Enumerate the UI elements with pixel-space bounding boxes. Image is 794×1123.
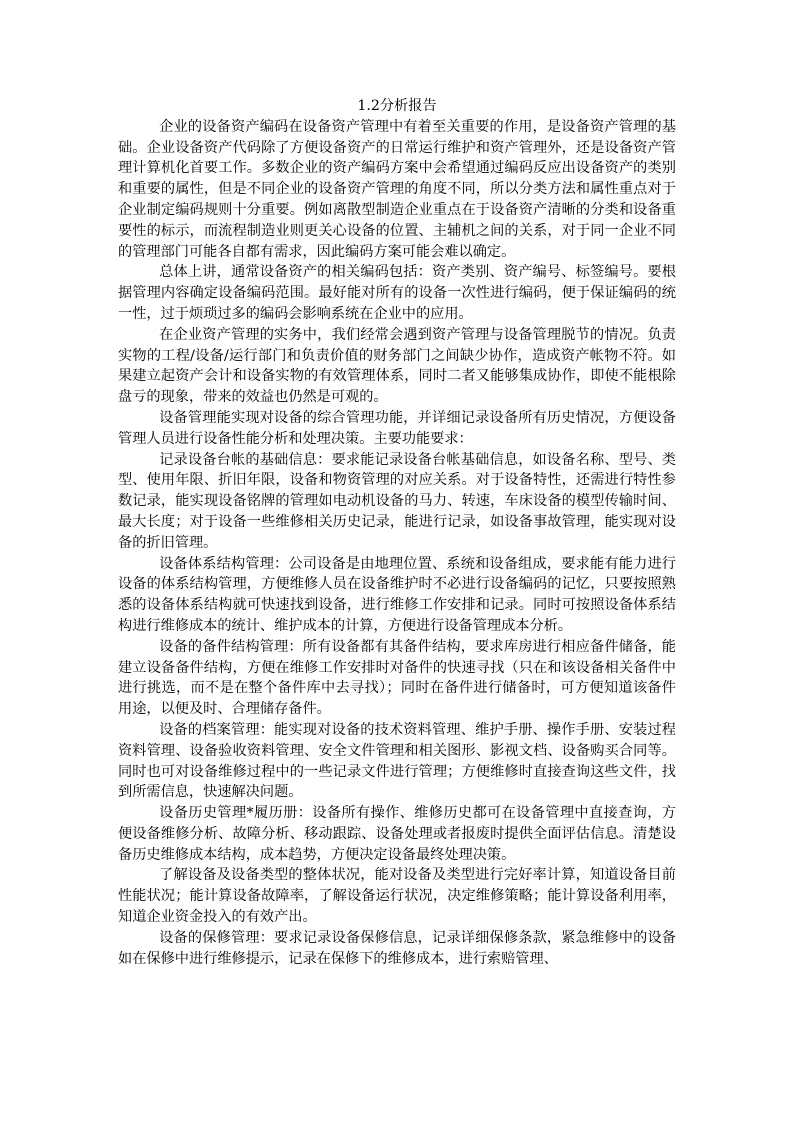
paragraph-spare-parts: 设备的备件结构管理：所有设备都有其备件结构，要求库房进行相应备件储备，能建立设备备件结构，方便在维修工作安排时对备件的快速寻找（只在和该设备相关备件中进行挑选，而不是在整个备件库中去寻找）；同时在备件进行储备时，可方便知道该备件用途，以便及时、合理储存备件。 (118, 638, 676, 718)
paragraph-asset-equipment-disconnect: 在企业资产管理的实务中，我们经常会遇到资产管理与设备管理脱节的情况。负责实物的工程/设备/运行部门和负责价值的财务部门之间缺少协作，造成资产帐物不符。如果建立起资产会计和设备实物的有效管理体系，同时二者又能够集成协作，即使不能根除盘亏的现象，带来的效益也仍然是可观的。 (118, 326, 676, 406)
paragraph-coding-contents: 总体上讲，通常设备资产的相关编码包括：资产类别、资产编号、标签编号。要根据管理内容确定设备编码范围。最好能对所有的设备一次性进行编码，便于保证编码的统一性，过于烦琐过多的编码会影响系统在企业中的应用。 (118, 264, 676, 322)
document-title: 1.2分析报告 (357, 98, 437, 114)
paragraph-hierarchy-management: 设备体系结构管理：公司设备是由地理位置、系统和设备组成，要求能有能力进行设备的体系结构管理，方便维修人员在设备维护时不必进行设备编码的记忆，只要按照熟悉的设备体系结构就可快速找到设备，进行维修工作安排和记录。同时可按照设备体系结构进行维修成本的统计、维护成本的计算，方便进行设备管理成本分析。 (118, 555, 676, 634)
paragraph-asset-coding: 企业的设备资产编码在设备资产管理中有着至关重要的作用，是设备资产管理的基础。企业设备资产代码除了方便设备资产的日常运行维护和资产管理外，还是设备资产管理计算机化首要工作。多数企业的资产编码方案中会希望通过编码反应出设备资产的类别和重要的属性，但是不同企业的设备资产管理的角度不同，所以分类方法和属性重点对于企业制定编码规则十分重要。例如离散型制造企业重点在于设备资产清晰的分类和设备重要性的标示，而流程制造业则更关心设备的位置、主辅机之间的关系，对于同一企业不同的管理部门可能各自都有需求，因此编码方案可能会难以确定。 (118, 118, 676, 260)
paragraph-function-requirements: 设备管理能实现对设备的综合管理功能，并详细记录设备所有历史情况，方便设备管理人员进行设备性能分析和处理决策。主要功能要求： (118, 409, 676, 447)
paragraph-overall-status: 了解设备及设备类型的整体状况，能对设备及类型进行完好率计算，知道设备目前性能状况；能计算设备故障率，了解设备运行状况，决定维修策略；能计算设备利用率，知道企业资金投入的有效产出。 (118, 867, 676, 926)
paragraph-archive-management: 设备的档案管理：能实现对设备的技术资料管理、维护手册、操作手册、安装过程资料管理、设备验收资料管理、安全文件管理和相关图形、影视文档、设备购买合同等。同时也可对设备维修过程中的一些记录文件进行管理；方便维修时直接查询这些文件，找到所需信息，快速解决问题。 (118, 721, 676, 801)
paragraph-ledger-info: 记录设备台帐的基础信息：要求能记录设备台帐基础信息，如设备名称、型号、类型、使用年限、折旧年限，设备和物资管理的对应关系。对于设备特性，还需进行特性参数记录，能实现设备铭牌的管理如电动机设备的马力、转速，车床设备的模型传输时间、最大长度；对于设备一些维修相关历史记录，能进行记录，如设备事故管理，能实现对设备的折旧管理。 (118, 451, 676, 551)
paragraph-warranty-management: 设备的保修管理：要求记录设备保修信息，记录详细保修条款，紧急维修中的设备如在保修中进行维修提示，记录在保修下的维修成本，进行索赔管理、 (118, 929, 676, 967)
paragraph-history-management: 设备历史管理*履历册：设备所有操作、维修历史都可在设备管理中直接查询，方便设备维修分析、故障分析、移动跟踪、设备处理或者报废时提供全面评估信息。清楚设备历史维修成本结构，成本趋势，方便决定设备最终处理决策。 (118, 805, 676, 863)
document-page (118, 96, 676, 969)
